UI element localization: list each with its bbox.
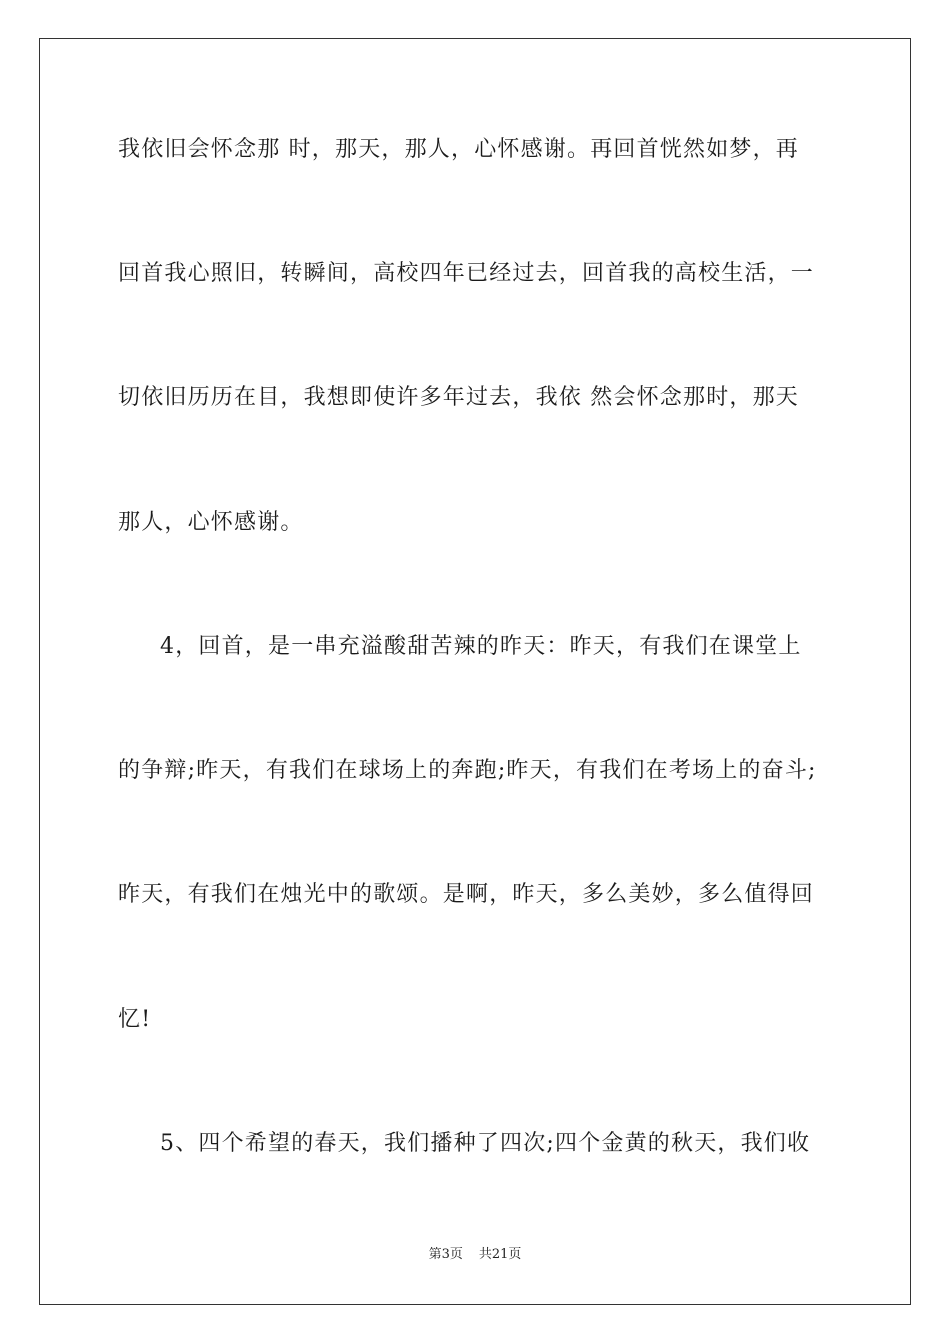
paragraph-line-7: 昨天，有我们在烛光中的歌颂。是啊，昨天，多么美妙，多么值得回	[118, 882, 815, 907]
paragraph-line-1: 我依旧会怀念那 时，那天，那人，心怀感谢。再回首恍然如梦，再	[118, 137, 799, 162]
paragraph-line-3: 切依旧历历在目，我想即使许多年过去，我依 然会怀念那时，那天	[118, 385, 799, 410]
page-border	[39, 38, 911, 1305]
paragraph-line-5: 4，回首，是一串充溢酸甜苦辣的昨天：昨天，有我们在课堂上	[160, 634, 802, 659]
page-footer	[0, 1246, 950, 1264]
paragraph-line-2: 回首我心照旧，转瞬间，高校四年已经过去，回首我的高校生活，一	[118, 261, 815, 286]
paragraph-line-4: 那人，心怀感谢。	[118, 510, 304, 535]
paragraph-line-8: 忆!	[118, 1007, 152, 1032]
paragraph-line-9: 5、四个希望的春天，我们播种了四次;四个金黄的秋天，我们收	[160, 1131, 811, 1156]
page-number: 第3页	[428, 1247, 463, 1262]
paragraph-line-6: 的争辩;昨天，有我们在球场上的奔跑;昨天，有我们在考场上的奋斗;	[118, 758, 817, 783]
page-total: 共21页	[478, 1247, 522, 1262]
